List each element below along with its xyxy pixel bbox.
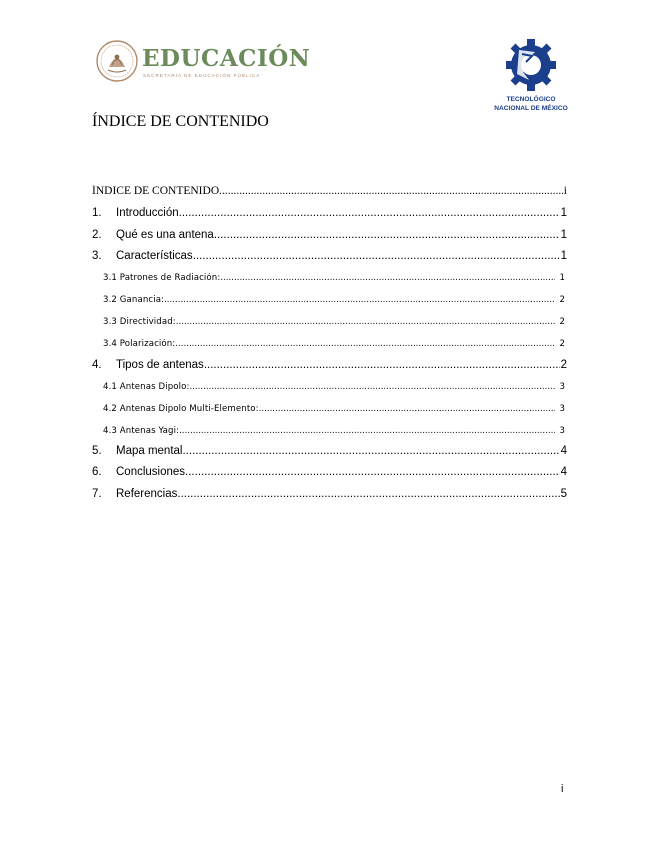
page-number: i <box>561 783 564 795</box>
toc-entry-label: 4.1 Antenas Dipolo: <box>103 382 190 392</box>
toc-leader-dots <box>177 488 559 500</box>
toc-entry-page: 4 <box>560 466 567 478</box>
toc-entry-ganancia[interactable] <box>92 295 567 305</box>
tecnm-gear-icon <box>505 38 557 92</box>
toc-entry-label: 4.2 Antenas Dipolo Multi-Elemento: <box>103 404 259 414</box>
toc-leader-dots <box>164 295 554 305</box>
toc-entry-label: 3.2 Ganancia: <box>103 295 165 305</box>
toc-entry-tipos-de-antenas[interactable] <box>92 359 567 371</box>
toc-entry-page: 1 <box>560 207 567 219</box>
toc-entry-label: Tipos de antenas <box>116 359 204 371</box>
toc-entry-number: 6. <box>92 466 102 478</box>
toc-entry-page: 1 <box>560 229 567 241</box>
toc-entry-label: 4.3 Antenas Yagi: <box>103 426 180 436</box>
toc-entry-indice[interactable] <box>92 185 567 197</box>
toc-entry-directividad[interactable] <box>92 317 567 327</box>
toc-entry-number: 4. <box>92 359 102 371</box>
toc-entry-number: 5. <box>92 445 102 457</box>
tecnm-logo-text <box>483 95 579 113</box>
toc-leader-dots <box>193 250 560 262</box>
toc-entry-page: i <box>563 185 567 197</box>
toc-entry-page: 5 <box>560 488 567 500</box>
toc-entry-page: 1 <box>559 273 565 283</box>
toc-entry-number: 3. <box>92 250 102 262</box>
toc-entry-label: 3.1 Patrones de Radiación: <box>103 273 221 283</box>
toc-entry-label: Qué es una antena <box>116 229 214 241</box>
toc-entry-label: 3.4 Polarización: <box>103 339 176 349</box>
toc-entry-label: Conclusiones <box>116 466 186 478</box>
toc-entry-patrones-de-radiacion[interactable] <box>92 273 567 283</box>
toc-leader-dots <box>204 359 560 371</box>
toc-entry-referencias[interactable] <box>92 488 567 500</box>
mexican-seal-icon <box>96 40 138 82</box>
toc-leader-dots <box>175 339 554 349</box>
toc-entry-caracteristicas[interactable] <box>92 250 567 262</box>
toc-leader-dots <box>176 317 555 327</box>
toc-entry-page: 2 <box>559 295 565 305</box>
toc-leader-dots <box>219 185 563 197</box>
sep-logo-title: EDUCACIÓN <box>142 45 311 72</box>
toc-entry-number: 1. <box>92 207 102 219</box>
toc-entry-page: 1 <box>560 250 567 262</box>
toc-entry-label: Referencias <box>116 488 178 500</box>
toc-leader-dots <box>179 426 554 436</box>
toc-entry-antenas-dipolo-multi-elemento[interactable] <box>92 404 567 414</box>
toc-entry-page: 2 <box>560 359 567 371</box>
toc-leader-dots <box>185 466 560 478</box>
tecnm-logo-line1: TECNOLÓGICO <box>506 96 556 103</box>
toc-entry-number: 7. <box>92 488 102 500</box>
toc-entry-mapa-mental[interactable] <box>92 445 567 457</box>
toc-entry-page: 2 <box>559 317 565 327</box>
sep-logo-subtitle: SECRETARÍA DE EDUCACIÓN PÚBLICA <box>143 73 261 78</box>
toc-leader-dots <box>259 404 555 414</box>
toc-entry-page: 3 <box>559 382 565 392</box>
toc-entry-label: ÍNDICE DE CONTENIDO <box>92 185 220 197</box>
toc-leader-dots <box>214 229 560 241</box>
toc-entry-que-es-una-antena[interactable] <box>92 229 567 241</box>
toc-entry-page: 3 <box>559 404 565 414</box>
toc-entry-label: Características <box>116 250 193 262</box>
toc-entry-page: 3 <box>559 426 565 436</box>
toc-leader-dots <box>179 207 560 219</box>
toc-entry-antenas-yagi[interactable] <box>92 426 567 436</box>
toc-entry-label: Mapa mental <box>116 445 183 457</box>
toc-entry-label: 3.3 Directividad: <box>103 317 176 327</box>
toc-entry-page: 2 <box>559 339 565 349</box>
page-header <box>0 0 655 120</box>
toc-entry-number: 2. <box>92 229 102 241</box>
page-title: ÍNDICE DE CONTENIDO <box>92 113 269 130</box>
toc-leader-dots <box>189 382 554 392</box>
toc-leader-dots <box>220 273 554 283</box>
toc-entry-conclusiones[interactable] <box>92 466 567 478</box>
toc-entry-antenas-dipolo[interactable] <box>92 382 567 392</box>
toc-entry-label: Introducción <box>116 207 179 219</box>
tecnm-logo-line2: NACIONAL DE MÉXICO <box>494 105 568 112</box>
toc-entry-polarizacion[interactable] <box>92 339 567 349</box>
toc-entry-page: 4 <box>560 445 567 457</box>
toc-entry-introduccion[interactable] <box>92 207 567 219</box>
toc-leader-dots <box>182 445 559 457</box>
